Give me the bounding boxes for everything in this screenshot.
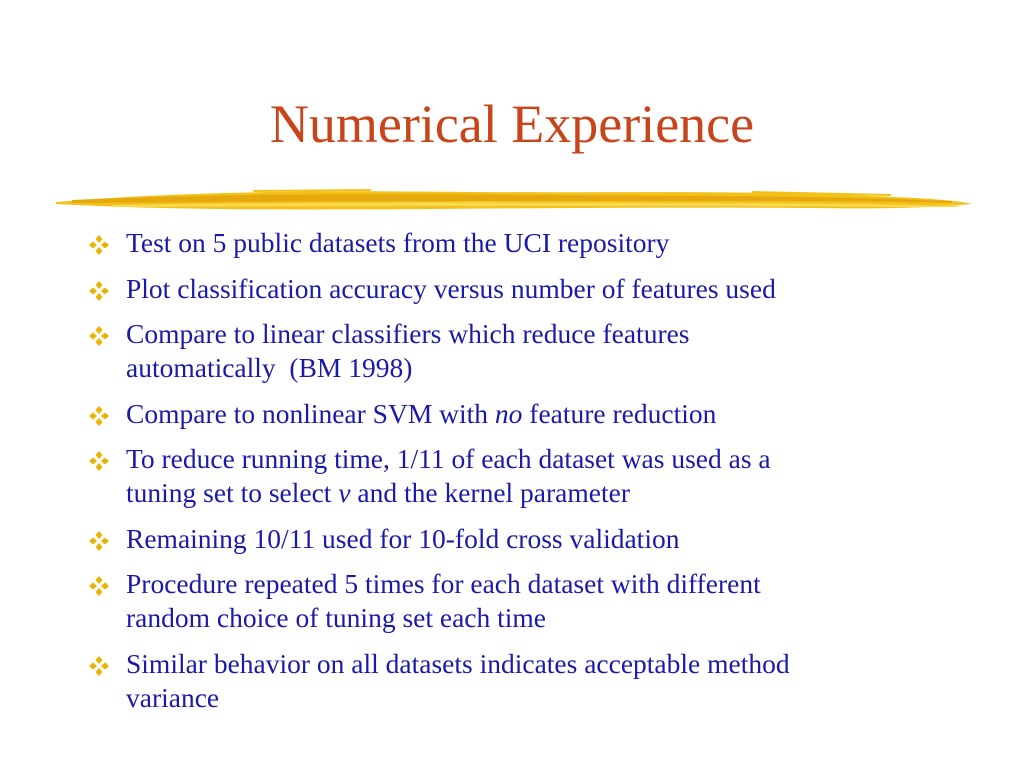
title-underline-brushstroke	[52, 178, 976, 220]
bullet-text: feature reduction	[522, 397, 717, 429]
diamond-quad-bullet-icon	[88, 325, 110, 347]
diamond-quad-bullet-icon	[88, 450, 110, 472]
bullet-item	[88, 317, 988, 385]
bullet-text-line1: Compare to linear classifiers which reduce features	[126, 318, 690, 349]
diamond-quad-bullet-icon	[88, 530, 110, 552]
bullet-text-line2: variance	[126, 681, 220, 713]
bullet-text-line1: Similar behavior on all datasets indicates acceptable method	[126, 647, 790, 679]
emphasis-no: no	[494, 397, 523, 429]
diamond-quad-bullet-icon	[88, 575, 110, 597]
bullet-item	[88, 567, 988, 635]
bullet-text-line2: tuning set to select	[126, 477, 339, 508]
bullet-text-line2-rest: and the kernel parameter	[350, 477, 630, 508]
bullet-item	[88, 226, 988, 260]
diamond-quad-bullet-icon	[88, 655, 110, 677]
bullet-item	[88, 647, 988, 715]
bullet-item	[88, 397, 988, 431]
bullet-text-line1: To reduce running time, 1/11 of each dataset was used as a	[126, 443, 771, 474]
diamond-quad-bullet-icon	[88, 234, 110, 256]
diamond-quad-bullet-icon	[88, 405, 110, 427]
bullet-item	[88, 272, 988, 306]
diamond-quad-bullet-icon	[88, 280, 110, 302]
bullet-text: Plot classification accuracy versus number of features used	[126, 272, 776, 304]
bullet-text-line1: Procedure repeated 5 times for each dataset with different	[126, 568, 761, 599]
bullet-item	[88, 522, 988, 556]
bullet-text: Compare to nonlinear SVM with	[126, 397, 495, 429]
nu-symbol: ν	[338, 477, 351, 508]
bullet-text-line2: random choice of tuning set each time	[126, 602, 546, 633]
bullet-item	[88, 442, 988, 510]
bullet-text: Test on 5 public datasets from the UCI repository	[126, 227, 670, 258]
slide-title: Numerical Experience	[269, 94, 755, 154]
bullet-text-line2: automatically (BM 1998)	[126, 352, 413, 383]
bullet-list	[88, 226, 988, 726]
bullet-text: Remaining 10/11 used for 10-fold cross validation	[126, 522, 680, 554]
